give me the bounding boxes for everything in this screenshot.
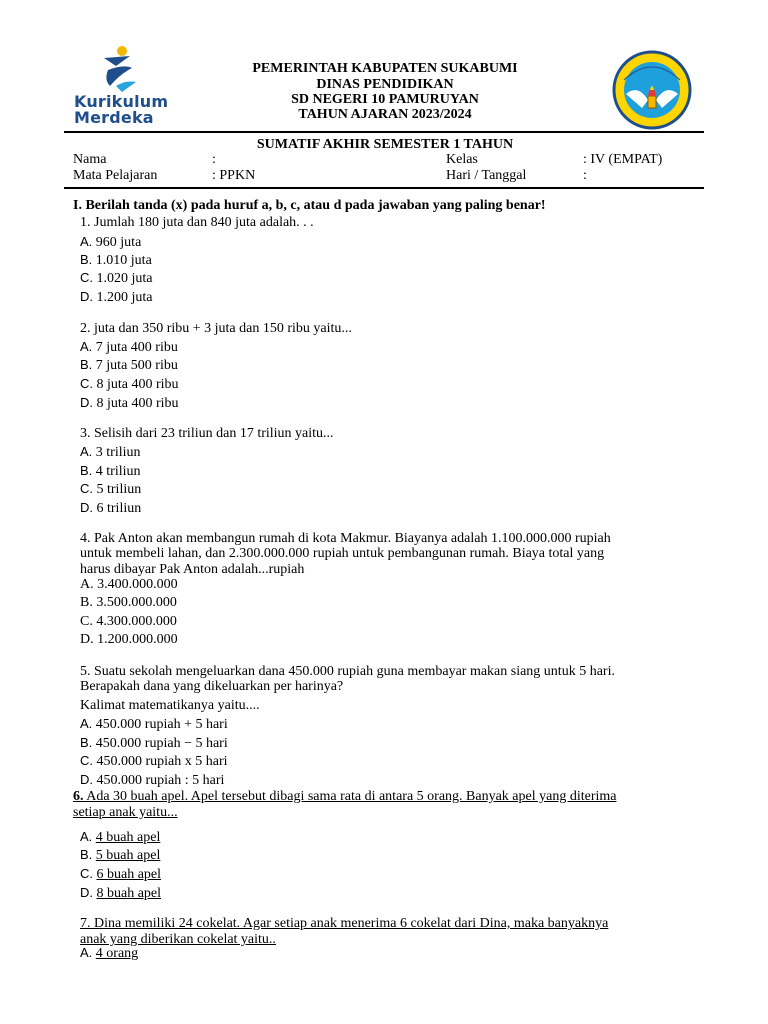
q1-option-b: B. 1.010 juta: [80, 252, 152, 268]
kurikulum-merdeka-icon: [74, 44, 174, 94]
exam-title: SUMATIF AKHIR SEMESTER 1 TAHUN: [256, 137, 514, 152]
question-3: 3. Selisih dari 23 triliun dan 17 triliun yaitu...: [80, 426, 334, 441]
q5-option-d: D. 450.000 rupiah : 5 hari: [80, 772, 225, 788]
q4-option-b: B. 3.500.000.000: [80, 595, 177, 610]
header-line3: SD NEGERI 10 PAMURUYAN: [291, 92, 479, 107]
q3-option-c: C. 5 triliun: [80, 481, 142, 497]
kelas-label: Kelas: [446, 152, 478, 167]
q2-option-d: D. 8 juta 400 ribu: [80, 395, 179, 411]
q3-option-d: D. 6 triliun: [80, 500, 142, 516]
question-5-line1: 5. Suatu sekolah mengeluarkan dana 450.000 rupiah guna membayar makan siang untuk 5 hari.: [80, 664, 615, 679]
q3-option-a: A. 3 triliun: [80, 444, 141, 460]
nama-value: :: [212, 152, 216, 167]
logo-line1: Kurikulum: [74, 92, 169, 111]
q5-option-c: C. 450.000 rupiah x 5 hari: [80, 753, 228, 769]
q4-option-c: C. 4.300.000.000: [80, 614, 177, 629]
q6-option-b: B. 5 buah apel: [80, 847, 161, 863]
info-rule: [64, 187, 704, 189]
header-line2: DINAS PENDIDIKAN: [316, 77, 454, 92]
q6-option-c: C. 6 buah apel: [80, 866, 162, 882]
question-7-line1: 7. Dina memiliki 24 cokelat. Agar setiap anak menerima 6 cokelat dari Dina, maka banyaknya: [80, 916, 609, 931]
header-line4: TAHUN AJARAN 2023/2024: [298, 107, 472, 122]
q1-option-c: C. 1.020 juta: [80, 270, 153, 286]
q4-option-a: A. 3.400.000.000: [80, 577, 178, 592]
question-7-line2: anak yang diberikan cokelat yaitu..: [80, 932, 276, 947]
question-2: 2. juta dan 350 ribu + 3 juta dan 150 ribu yaitu...: [80, 321, 352, 336]
q1-option-d: D. 1.200 juta: [80, 289, 153, 305]
question-6-line2: setiap anak yaitu...: [73, 805, 178, 820]
hari-label: Hari / Tanggal: [446, 168, 527, 183]
header-line1: PEMERINTAH KABUPATEN SUKABUMI: [252, 61, 518, 76]
q7-option-a: A. 4 orang: [80, 945, 139, 961]
q2-option-c: C. 8 juta 400 ribu: [80, 376, 179, 392]
instruction: I. Berilah tanda (x) pada huruf a, b, c, atau d pada jawaban yang paling benar!: [73, 198, 546, 213]
q2-option-b: B. 7 juta 500 ribu: [80, 357, 178, 373]
kurikulum-merdeka-logo: [74, 44, 174, 127]
nama-label: Nama: [73, 152, 107, 167]
question-4-line1: 4. Pak Anton akan membangun rumah di kota Makmur. Biayanya adalah 1.100.000.000 rupiah: [80, 531, 611, 546]
q6-option-a: A. 4 buah apel: [80, 829, 161, 845]
hari-value: :: [583, 168, 587, 183]
question-6-line1: 6. Ada 30 buah apel. Apel tersebut dibagi sama rata di antara 5 orang. Banyak apel yang diterima: [73, 789, 617, 804]
header-rule: [64, 131, 704, 133]
question-5-line3: Kalimat matematikanya yaitu....: [80, 698, 260, 713]
question-4-line3: harus dibayar Pak Anton adalah...rupiah: [80, 562, 305, 577]
mapel-label: Mata Pelajaran: [73, 168, 158, 183]
question-4-line2: untuk membeli lahan, dan 2.300.000.000 rupiah untuk pembangunan rumah. Biaya total yang: [80, 546, 605, 561]
q4-option-d: D. 1.200.000.000: [80, 632, 178, 647]
logo-line2: Merdeka: [74, 108, 154, 127]
q5-option-a: A. 450.000 rupiah + 5 hari: [80, 716, 228, 732]
q1-option-a: A. 960 juta: [80, 234, 142, 250]
q5-option-b: B. 450.000 rupiah − 5 hari: [80, 735, 228, 751]
question-5-line2: Berapakah dana yang dikeluarkan per harinya?: [80, 679, 344, 694]
kelas-value: : IV (EMPAT): [583, 152, 663, 167]
tut-wuri-handayani-logo: [612, 50, 692, 130]
q6-option-d: D. 8 buah apel: [80, 885, 162, 901]
q2-option-a: A. 7 juta 400 ribu: [80, 339, 178, 355]
mapel-value: : PPKN: [212, 168, 256, 183]
q3-option-b: B. 4 triliun: [80, 463, 141, 479]
tut-wuri-emblem-icon: [612, 50, 692, 130]
question-1: 1. Jumlah 180 juta dan 840 juta adalah. . .: [80, 215, 314, 230]
